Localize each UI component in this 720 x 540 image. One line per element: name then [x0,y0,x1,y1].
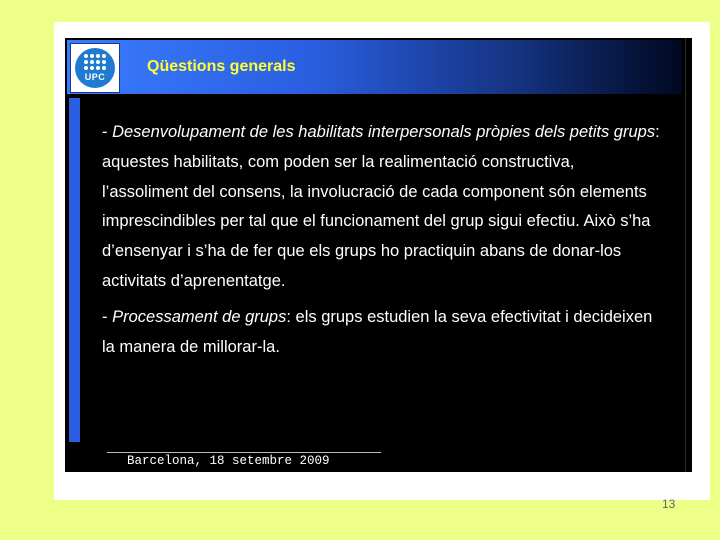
bullet-body: : aquestes habilitats, com poden ser la realimentació constructiva, l’assoliment del consens, la involucració de cada component són elements imprescindibles per tal que el funcionament del grup sigui efectiu. Això s’ha d’ensenyar i s’ha de fer que els grups ho practiquin abans de donar-los activitats d’aprenentatge. [102,123,660,290]
logo-emblem-icon [75,48,115,88]
slide-title: Qüestions generals [147,58,296,75]
logo-text: UPC [84,72,106,82]
upc-logo [70,43,120,93]
logo-dots [84,54,106,70]
bullet-heading: Processament de grups [112,307,287,326]
slide-header [67,40,682,94]
left-accent-bar [69,98,80,442]
page-number: 13 [662,497,676,511]
bullet-body: : els grups estudien la seva efectivitat i decideixen la manera de millorar-la. [102,307,653,356]
slide-content [102,118,662,368]
bullet-dash: - [102,123,113,141]
bullet-point-2 [102,303,662,363]
slide [65,38,692,472]
bullet-dash: - [102,307,113,326]
bullet-heading: Desenvolupament de les habilitats interpersonals pròpies dels petits grups [112,123,656,141]
footer-date: Barcelona, 18 setembre 2009 [127,454,330,468]
right-divider [685,38,686,472]
bullet-point-1 [102,118,662,297]
footer-rule [107,452,381,453]
